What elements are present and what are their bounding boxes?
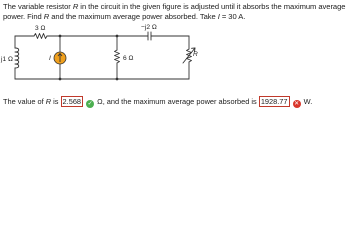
problem-text-1: The variable resistor	[3, 2, 73, 11]
label-6ohm: 6 Ω	[123, 55, 134, 62]
answer-text-3: Ω, and the maximum average power absorbed is	[95, 97, 257, 106]
problem-text-2: in the circuit in the given figure is adjusted until it absorbs the maximum average power. Find	[3, 2, 346, 21]
answer-var-r: R	[45, 97, 52, 106]
answer-text-4: W.	[301, 97, 313, 106]
problem-statement	[3, 2, 347, 22]
check-icon: ✓	[87, 101, 93, 107]
power-answer-input[interactable]: 1928.77	[260, 97, 288, 106]
var-r-2: R	[43, 12, 50, 21]
label-3ohm: 3 Ω	[35, 25, 46, 32]
label-inductor: j1 Ω	[1, 56, 13, 63]
label-r: R	[193, 51, 198, 58]
resistor-6ohm	[115, 50, 120, 63]
answer-text-1: The value of	[3, 97, 46, 106]
var-r: R	[72, 2, 79, 11]
inductor-j1	[15, 48, 19, 68]
problem-text-4: = 30 A.	[219, 12, 246, 21]
label-source: I	[49, 55, 51, 62]
circuit-diagram	[0, 22, 350, 84]
label-capacitor: −j2 Ω	[141, 24, 157, 31]
answer-line	[3, 95, 312, 108]
x-icon: ✕	[294, 101, 300, 107]
var-i: I	[217, 12, 220, 21]
resistor-3ohm	[34, 34, 47, 39]
problem-text-3: and the maximum average power absorbed. Take	[49, 12, 218, 21]
answer-text-2: is	[51, 97, 59, 106]
r-answer-input[interactable]: 2.568	[62, 97, 82, 106]
